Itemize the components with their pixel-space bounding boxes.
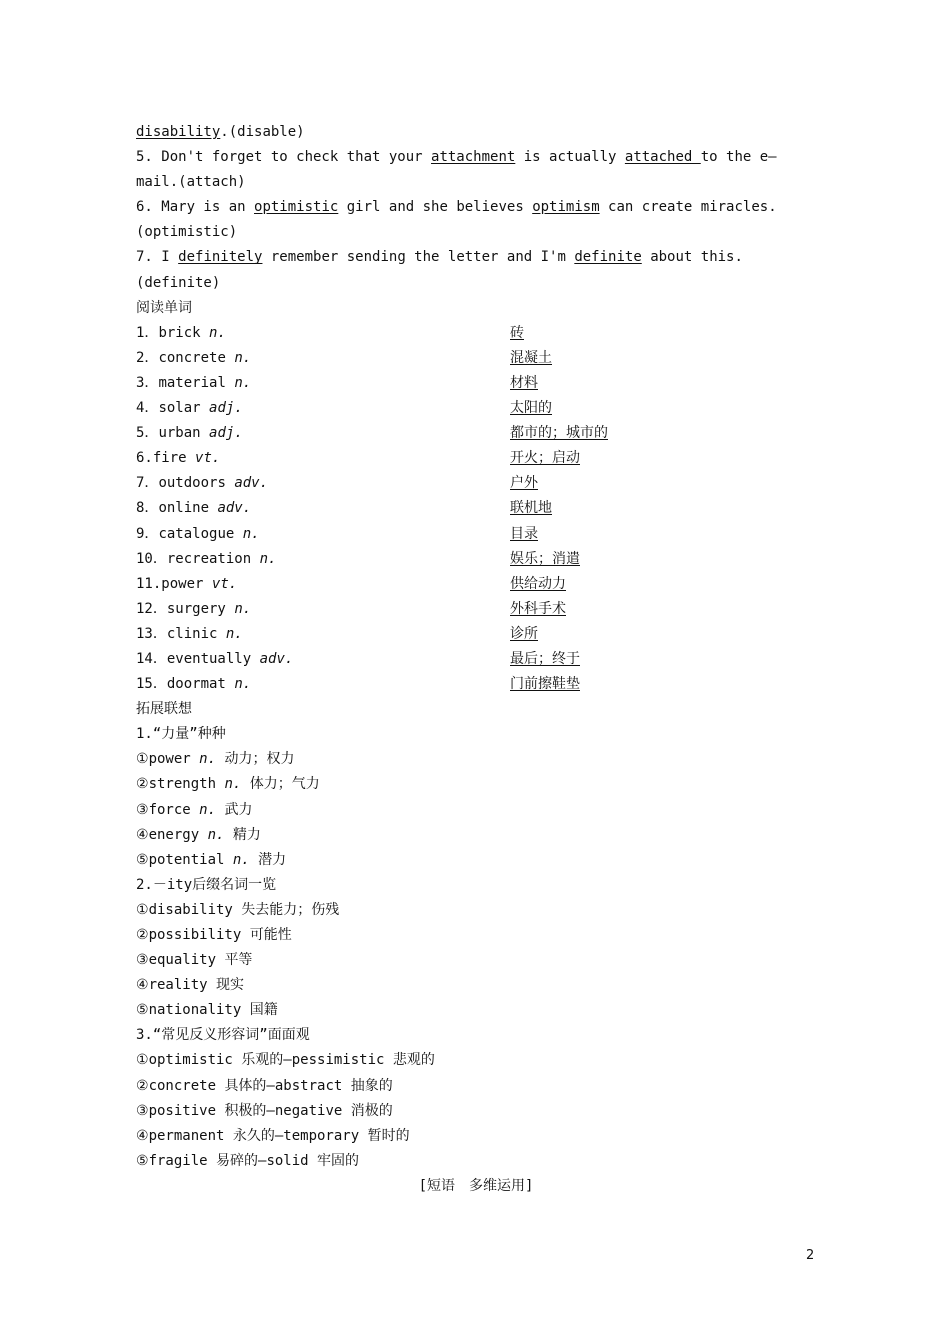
- answer-blank: definite: [574, 249, 642, 266]
- answer-blank: optimistic: [254, 199, 339, 216]
- answer-blank: optimism: [532, 199, 600, 216]
- item-english: force: [148, 801, 191, 818]
- vocab-word: doormat: [166, 676, 226, 693]
- vocab-meaning: 都市的；城市的: [510, 425, 608, 442]
- item-chinese: 乐观的—pessimistic 悲观的: [241, 1052, 435, 1069]
- vocab-row: [136, 471, 816, 496]
- vocab-meaning: 门前擦鞋垫: [510, 676, 580, 693]
- group-item: [136, 948, 816, 973]
- vocab-number: 13．: [136, 625, 167, 642]
- item-english: equality: [148, 952, 216, 969]
- vocab-number: 5．: [136, 425, 159, 442]
- vocab-number: 6.: [136, 450, 153, 467]
- vocab-word: recreation: [166, 550, 252, 567]
- item-english: fragile: [148, 1152, 208, 1169]
- item-marker: ⑤: [136, 1152, 149, 1169]
- vocab-term: [136, 647, 293, 672]
- item-chinese: 可能性: [249, 927, 292, 943]
- vocab-term: [136, 346, 251, 371]
- exercise-text: to the e—: [700, 149, 777, 166]
- item-marker: ①: [136, 901, 149, 918]
- exercise-text: remember sending the letter and I'm: [262, 249, 575, 266]
- vocab-pos: n.: [234, 676, 252, 693]
- vocab-pos: vt.: [195, 450, 221, 467]
- answer-blank: attached: [624, 149, 701, 166]
- vocab-meaning: 混凝土: [510, 349, 552, 366]
- vocab-pos: adv.: [234, 475, 269, 492]
- item-pos: n.: [199, 801, 217, 818]
- vocab-row: [136, 346, 816, 371]
- item-marker: ③: [136, 801, 149, 818]
- item-marker: ①: [136, 1052, 149, 1069]
- vocab-row: [136, 597, 816, 622]
- vocab-row: [136, 647, 816, 672]
- exercise-text: 7. I: [136, 249, 179, 266]
- vocab-word: brick: [158, 324, 201, 341]
- exercise-line: [136, 120, 816, 145]
- vocab-number: 15．: [136, 676, 167, 693]
- vocab-pos: adv.: [217, 500, 252, 517]
- answer-blank: disability: [136, 124, 221, 140]
- vocab-pos: n.: [209, 324, 226, 341]
- page-content: [136, 120, 816, 1199]
- vocab-pos: adj.: [209, 400, 243, 417]
- vocab-term: [136, 572, 237, 597]
- vocab-pos: n.: [234, 600, 252, 617]
- vocab-word: concrete: [158, 349, 226, 366]
- vocab-row: [136, 622, 816, 647]
- item-english: potential: [148, 851, 225, 868]
- item-marker: ④: [136, 1127, 149, 1144]
- item-chinese: 易碎的—solid 牢固的: [216, 1152, 360, 1169]
- item-english: power: [148, 751, 191, 768]
- item-english: nationality: [148, 1002, 242, 1019]
- exercise-line: [136, 220, 816, 245]
- item-chinese: 国籍: [249, 1002, 278, 1019]
- vocab-meaning: 联机地: [510, 500, 552, 517]
- item-chinese: 现实: [216, 977, 245, 994]
- vocab-pos: n.: [242, 525, 260, 542]
- group-item: [136, 1099, 816, 1124]
- exercise-text: is actually: [515, 149, 625, 166]
- item-pos: n.: [232, 851, 250, 868]
- vocab-row: [136, 446, 816, 471]
- vocab-word: catalogue: [158, 525, 235, 542]
- vocab-term: [136, 321, 226, 346]
- item-marker: ①: [136, 751, 149, 768]
- vocab-number: 4．: [136, 400, 159, 417]
- exercise-text: mail.(attach): [136, 174, 246, 191]
- vocab-term: [136, 622, 243, 647]
- vocab-number: 14．: [136, 650, 167, 667]
- item-english: optimistic: [148, 1052, 233, 1069]
- item-marker: ③: [136, 1102, 149, 1119]
- section-heading: 拓展联想: [136, 701, 192, 718]
- exercise-text: 5. Don't forget to check that your: [136, 149, 432, 166]
- item-marker: ④: [136, 977, 149, 994]
- item-pos: n.: [199, 751, 217, 768]
- vocab-word: eventually: [166, 650, 252, 667]
- exercise-text: girl and she believes: [338, 199, 533, 216]
- group-title: 3.“常见反义形容词”面面观: [136, 1027, 310, 1044]
- item-chinese: 武力: [224, 801, 253, 818]
- group-title: 1.“力量”种种: [136, 726, 226, 743]
- item-chinese: 具体的—abstract 抽象的: [224, 1077, 393, 1094]
- vocab-word: urban: [158, 425, 201, 442]
- vocab-row: [136, 496, 816, 521]
- exercise-line: [136, 271, 816, 296]
- vocab-word: outdoors: [158, 475, 226, 492]
- vocab-number: 8．: [136, 500, 159, 517]
- vocab-pos: n.: [225, 625, 243, 642]
- vocab-word: material: [158, 374, 226, 391]
- vocab-row: [136, 572, 816, 597]
- vocab-number: 3．: [136, 374, 159, 391]
- vocab-term: [136, 547, 276, 572]
- group-item: [136, 747, 816, 772]
- vocab-number: 12．: [136, 600, 167, 617]
- vocab-number: 11.: [136, 575, 162, 592]
- vocab-term: [136, 396, 243, 421]
- vocab-meaning: 开火；启动: [510, 450, 580, 467]
- item-pos: n.: [224, 776, 242, 793]
- group-item: [136, 798, 816, 823]
- item-chinese: 永久的—temporary 暂时的: [232, 1127, 410, 1144]
- vocab-word: clinic: [166, 625, 218, 642]
- vocab-meaning: 砖: [510, 324, 524, 341]
- vocab-meaning: 诊所: [510, 625, 538, 642]
- vocab-meaning: 最后；终于: [510, 650, 580, 667]
- item-english: possibility: [148, 927, 242, 943]
- item-english: reality: [148, 977, 208, 994]
- item-english: permanent: [148, 1127, 225, 1144]
- vocab-row: [136, 371, 816, 396]
- vocab-term: [136, 471, 268, 496]
- group-item: [136, 1048, 816, 1073]
- vocab-row: [136, 396, 816, 421]
- vocab-pos: n.: [234, 349, 252, 366]
- item-chinese: 体力；气力: [249, 776, 320, 793]
- vocab-meaning: 外科手术: [510, 600, 566, 617]
- section-footer-heading: [短语 多维运用]: [418, 1177, 534, 1194]
- exercise-line: [136, 170, 816, 195]
- answer-blank: attachment: [431, 149, 516, 166]
- group-item: [136, 998, 816, 1023]
- group-item: [136, 848, 816, 873]
- vocab-row: [136, 547, 816, 572]
- vocab-meaning: 太阳的: [510, 400, 552, 417]
- vocab-word: power: [161, 575, 204, 592]
- exercise-line: [136, 195, 816, 220]
- vocab-term: [136, 522, 260, 547]
- group-item: [136, 1074, 816, 1099]
- group-item: [136, 923, 816, 948]
- exercise-text: .(disable): [220, 124, 305, 140]
- vocab-word: solar: [158, 400, 201, 417]
- vocab-pos: n.: [234, 374, 252, 391]
- vocab-meaning: 户外: [510, 475, 538, 492]
- vocab-meaning: 材料: [510, 374, 538, 391]
- vocab-pos: n.: [259, 550, 277, 567]
- page-number: 2: [806, 1248, 815, 1263]
- exercise-text: 6. Mary is an: [136, 199, 255, 216]
- item-chinese: 动力；权力: [224, 751, 295, 768]
- exercise-text: can create miracles.: [599, 199, 777, 216]
- vocab-number: 10．: [136, 550, 167, 567]
- group-item: [136, 973, 816, 998]
- group-item: [136, 1124, 816, 1149]
- vocab-term: [136, 496, 251, 521]
- group-item: [136, 772, 816, 797]
- vocab-term: [136, 371, 251, 396]
- vocab-row: [136, 321, 816, 346]
- vocab-row: [136, 421, 816, 446]
- item-english: positive: [148, 1102, 216, 1119]
- group-title: 2.－ity后缀名词一览: [136, 876, 277, 893]
- item-marker: ③: [136, 952, 149, 969]
- vocab-term: [136, 597, 251, 622]
- vocab-row: [136, 522, 816, 547]
- vocab-pos: vt.: [211, 575, 238, 592]
- section-heading: 阅读单词: [136, 299, 192, 316]
- item-chinese: 精力: [232, 826, 261, 843]
- vocab-pos: adv.: [259, 650, 294, 667]
- vocab-term: [136, 421, 243, 446]
- item-chinese: 潜力: [258, 851, 287, 868]
- item-chinese: 积极的—negative 消极的: [224, 1102, 393, 1119]
- group-item: [136, 898, 816, 923]
- vocab-number: 1．: [136, 324, 159, 341]
- item-english: energy: [148, 826, 200, 843]
- vocab-word: surgery: [166, 600, 226, 617]
- item-english: disability: [148, 901, 233, 918]
- vocab-meaning: 供给动力: [510, 575, 566, 592]
- vocab-term: [136, 672, 251, 697]
- item-marker: ②: [136, 927, 149, 943]
- item-pos: n.: [207, 826, 225, 843]
- answer-blank: definitely: [178, 249, 263, 266]
- vocab-row: [136, 672, 816, 697]
- vocab-meaning: 娱乐；消遣: [510, 550, 580, 567]
- item-chinese: 失去能力；伤残: [241, 901, 340, 918]
- item-marker: ②: [136, 776, 149, 793]
- vocab-number: 9．: [136, 525, 159, 542]
- item-marker: ④: [136, 826, 149, 843]
- vocab-word: online: [158, 500, 210, 517]
- exercise-line: [136, 245, 816, 270]
- vocab-number: 2．: [136, 349, 159, 366]
- item-marker: ⑤: [136, 851, 149, 868]
- vocab-number: 7．: [136, 475, 159, 492]
- item-marker: ⑤: [136, 1002, 149, 1019]
- group-item: [136, 823, 816, 848]
- vocab-term: [136, 446, 220, 471]
- vocab-meaning: 目录: [510, 525, 538, 542]
- exercise-text: about this.: [641, 249, 743, 266]
- vocab-word: fire: [152, 450, 187, 467]
- exercise-line: [136, 145, 816, 170]
- vocab-pos: adj.: [209, 425, 243, 442]
- item-english: strength: [148, 776, 216, 793]
- exercise-text: (optimistic): [136, 224, 238, 241]
- item-marker: ②: [136, 1077, 149, 1094]
- group-item: [136, 1149, 816, 1174]
- item-english: concrete: [148, 1077, 216, 1094]
- exercise-text: (definite): [136, 274, 221, 291]
- item-chinese: 平等: [224, 952, 253, 969]
